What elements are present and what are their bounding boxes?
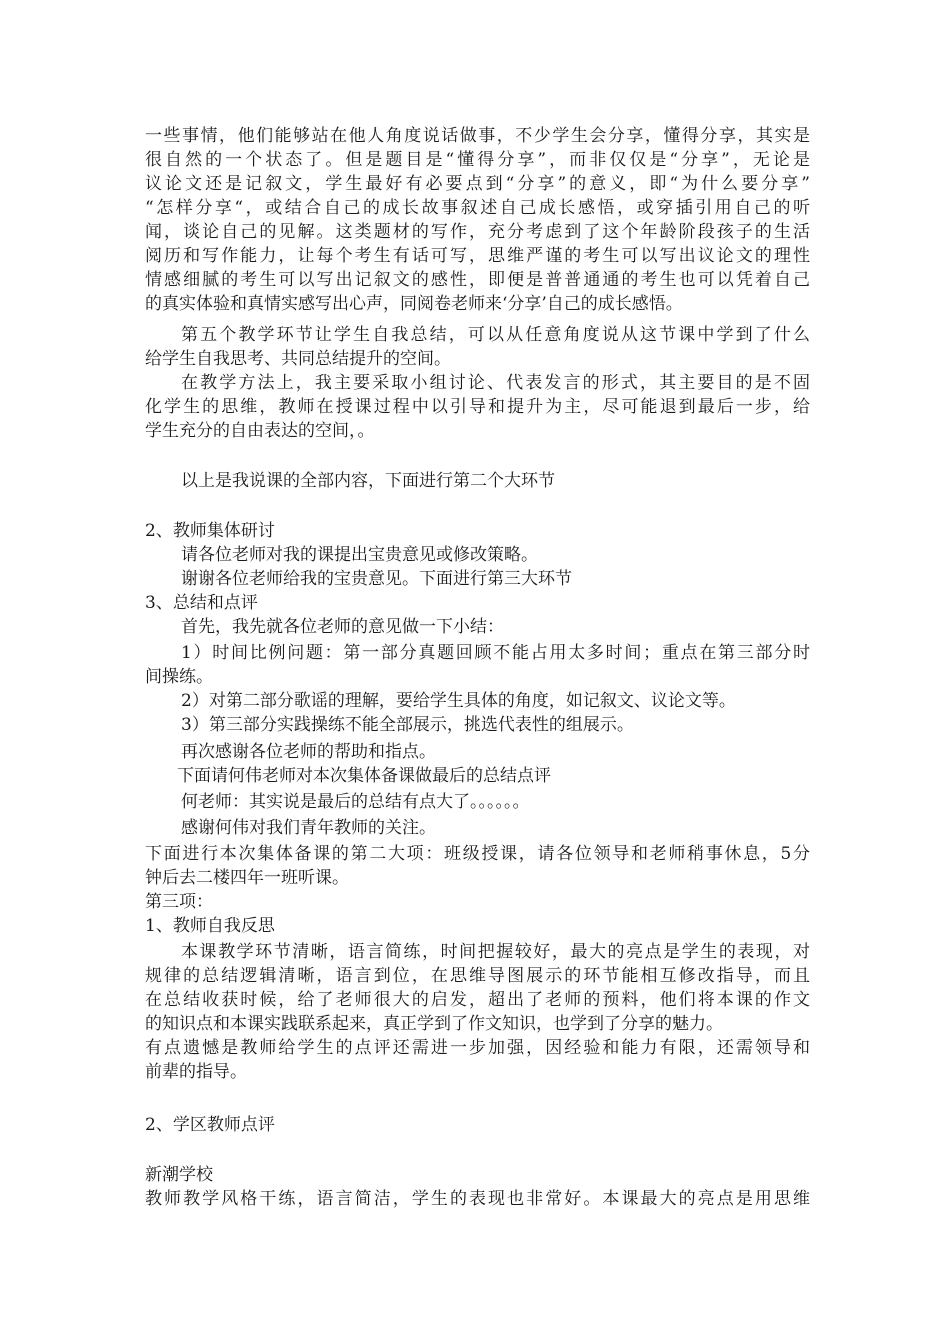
paragraph-line: 教师教学风格干练，语言简洁，学生的表现也非常好。本课最大的亮点是用思维 [145, 1189, 810, 1209]
paragraph-line: 议论文还是记叙文，学生最好有必要点到“分享”的意义，即“为什么要分享” [145, 174, 810, 194]
paragraph-line: 阅历和写作能力，让每个考生有话可写，思维严谨的考生可以写出议论文的理性 [145, 246, 810, 266]
paragraph-line: 请各位老师对我的课提出宝贵意见或修改策略。 [181, 545, 538, 565]
paragraph-line: 首先，我先就各位老师的意见做一下小结： [181, 617, 504, 637]
paragraph-line: 闻，谈论自己的见解。这类题材的写作，充分考虑到了这个年龄阶段孩子的生活 [145, 222, 810, 242]
list-item: 2）对第二部分歌谣的理解，要给学生具体的角度，如记叙文、议论文等。 [181, 691, 736, 711]
paragraph-line: 一些事情，他们能够站在他人角度说话做事，不少学生会分享，懂得分享，其实是 [145, 126, 810, 146]
section-heading: 2、学区教师点评 [145, 1115, 275, 1135]
paragraph-line: 下面请何伟老师对本次集体备课做最后的总结点评 [177, 766, 551, 786]
paragraph-line: 谢谢各位老师给我的宝贵意见。下面进行第三大环节 [181, 569, 572, 589]
school-name: 新潮学校 [145, 1165, 213, 1185]
paragraph-line: 的真实体验和真情实感写出心声，同阅卷老师来‘分享’自己的成长感悟。 [145, 294, 683, 314]
paragraph-line: 情感细腻的考生可以写出记叙文的感性，即便是普普通通的考生也可以凭着自己 [145, 270, 810, 290]
transition-text: 以上是我说课的全部内容，下面进行第二个大环节 [181, 471, 555, 491]
paragraph-line: 第五个教学环节让学生自我总结，可以从任意角度说从这节课中学到了什么 [181, 325, 810, 345]
list-item: 间操练。 [145, 667, 213, 687]
paragraph-line: 化学生的思维，教师在授课过程中以引导和提升为主，尽可能退到最后一步，给 [145, 397, 810, 417]
paragraph-line: 学生充分的自由表达的空间，。 [145, 421, 375, 441]
paragraph-line: 下面进行本次集体备课的第二大项：班级授课，请各位领导和老师稍事休息，5分 [145, 844, 810, 864]
list-item: 3）第三部分实践操练不能全部展示，挑选代表性的组展示。 [181, 715, 634, 735]
paragraph-line: 规律的总结逻辑清晰，语言到位，在思维导图展示的环节能相互修改指导，而且 [145, 966, 810, 986]
section-heading: 3、总结和点评 [145, 593, 258, 613]
paragraph-line: “怎样分享“，或结合自己的成长故事叙述自己成长感悟，或穿插引用自己的听 [145, 198, 810, 218]
paragraph-line: 钟后去二楼四年一班听课。 [145, 868, 349, 888]
paragraph-line: 有点遗憾是教师给学生的点评还需进一步加强，因经验和能力有限，还需领导和 [145, 1038, 810, 1058]
paragraph-line: 的知识点和本课实践联系起来，真正学到了作文知识，也学到了分享的魅力。 [145, 1014, 723, 1034]
paragraph-line: 给学生自我思考、共同总结提升的空间。 [145, 349, 451, 369]
paragraph-line: 在总结收获时候，给了老师很大的启发，超出了老师的预料，他们将本课的作文 [145, 990, 810, 1010]
paragraph-line: 何老师：其实说是最后的总结有点大了。。。。。。 [181, 792, 530, 812]
paragraph-line: 本课教学环节清晰，语言简练，时间把握较好，最大的亮点是学生的表现，对 [181, 942, 810, 962]
paragraph-line: 在教学方法上，我主要采取小组讨论、代表发言的形式，其主要目的是不固 [181, 373, 810, 393]
paragraph-line: 前辈的指导。 [145, 1062, 247, 1082]
paragraph-line: 很自然的一个状态了。但是题目是“懂得分享”，而非仅仅是“分享”，无论是 [145, 150, 810, 170]
section-heading: 1、教师自我反思 [145, 916, 275, 936]
paragraph-line: 感谢何伟对我们青年教师的关注。 [181, 818, 436, 838]
section-heading: 2、教师集体研讨 [145, 521, 275, 541]
list-item: 1）时间比例问题：第一部分真题回顾不能占用太多时间；重点在第三部分时 [181, 643, 810, 663]
paragraph-line: 再次感谢各位老师的帮助和指点。 [181, 742, 436, 762]
section-heading: 第三项： [145, 892, 213, 912]
